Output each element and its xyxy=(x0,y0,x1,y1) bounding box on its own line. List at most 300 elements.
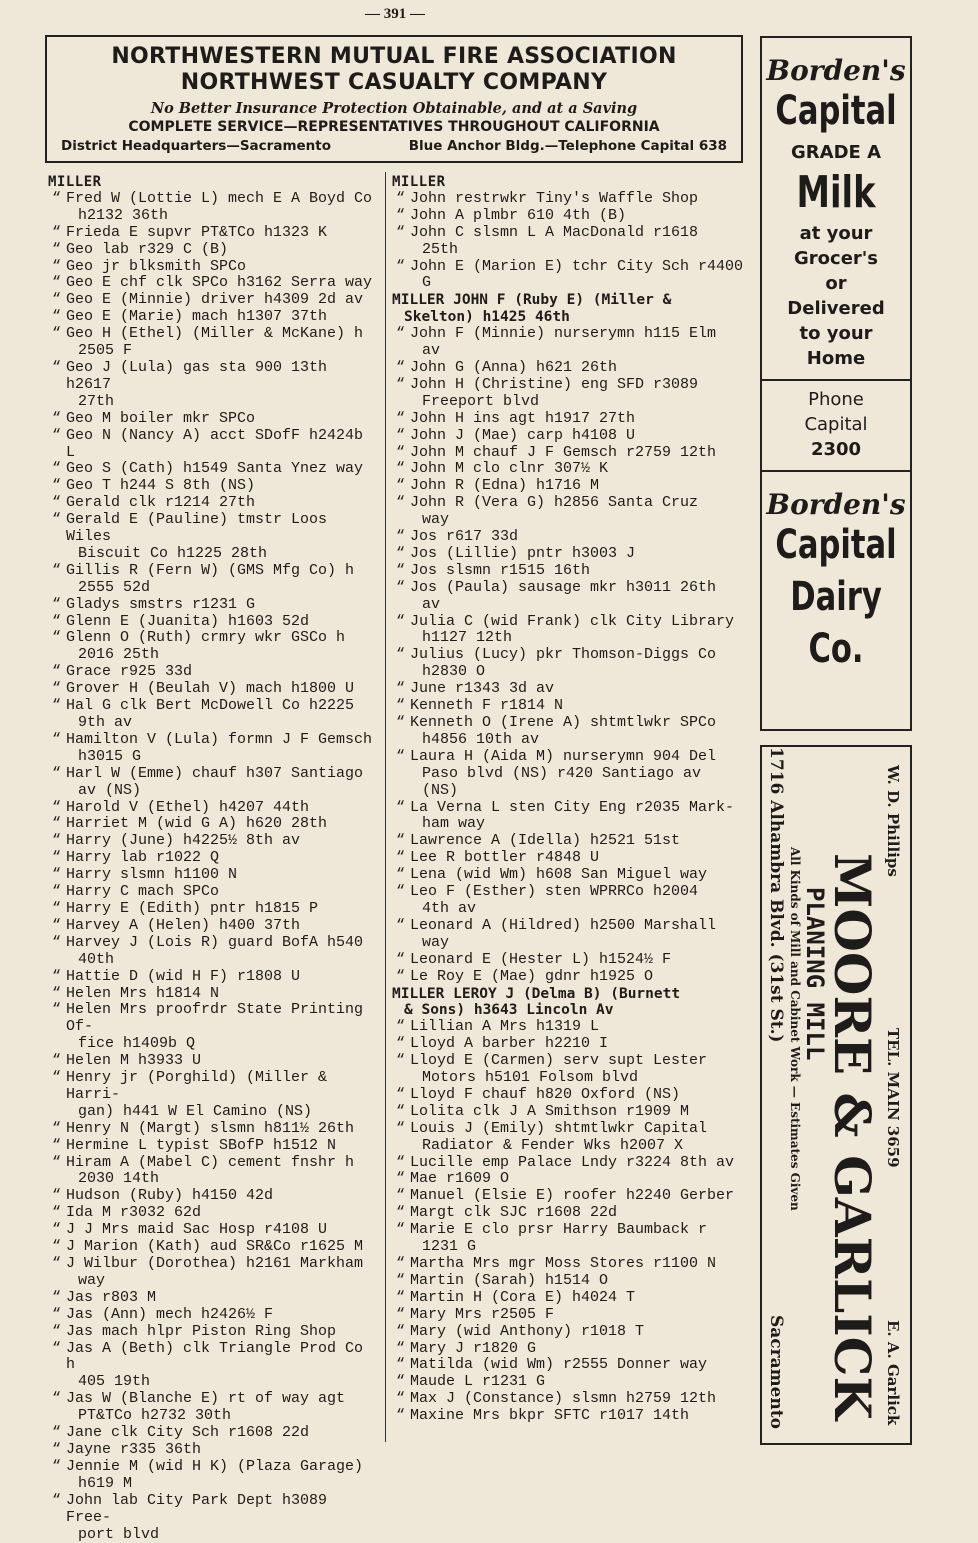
entry-continuation: way xyxy=(410,935,748,952)
ditto-mark: “ xyxy=(52,698,61,715)
ditto-mark: “ xyxy=(52,630,61,647)
directory-entry xyxy=(48,901,380,918)
ad-slogan: No Better Insurance Protection Obtainable, and at a Saving xyxy=(47,100,741,117)
entry-text: Helen Mrs h1814 N xyxy=(66,985,219,1002)
entry-text: Geo T h244 S 8th (NS) xyxy=(66,477,255,494)
ditto-mark: “ xyxy=(52,360,61,377)
ditto-mark: “ xyxy=(52,1425,61,1442)
ditto-mark: “ xyxy=(396,1087,405,1104)
entry-continuation: 4th av xyxy=(410,901,748,918)
entry-text: Harl W (Emme) chauf h307 Santiago xyxy=(66,765,363,782)
ditto-mark: “ xyxy=(52,411,61,428)
ditto-mark: “ xyxy=(396,681,405,698)
entry-text: Geo jr blksmith SPCo xyxy=(66,258,246,275)
directory-entry xyxy=(48,597,380,614)
ditto-mark: “ xyxy=(396,326,405,343)
directory-entry xyxy=(48,630,380,664)
directory-entry xyxy=(392,1104,748,1121)
ditto-mark: “ xyxy=(396,1273,405,1290)
entry-text: J Wilbur (Dorothea) h2161 Markham xyxy=(66,1255,363,1272)
directory-entry xyxy=(392,1036,748,1053)
entry-continuation: h2132 36th xyxy=(66,208,380,225)
entry-continuation: Skelton) h1425 46th xyxy=(392,309,748,326)
entry-text: La Verna L sten City Eng r2035 Mark- xyxy=(410,799,734,816)
ad-divider xyxy=(762,470,910,472)
ditto-mark: “ xyxy=(396,1222,405,1239)
entry-text: Lloyd F chauf h820 Oxford (NS) xyxy=(410,1086,680,1103)
ad-owner-right: E. A. Garlick xyxy=(878,1320,902,1425)
ditto-mark: “ xyxy=(396,1357,405,1374)
directory-entry xyxy=(392,1171,748,1188)
directory-entry xyxy=(48,292,380,309)
entry-text: Hiram A (Mabel C) cement fnshr h xyxy=(66,1154,354,1171)
directory-entry xyxy=(392,1391,748,1408)
ditto-mark: “ xyxy=(396,1121,405,1138)
entry-text: Geo E (Minnie) driver h4309 2d av xyxy=(66,291,363,308)
directory-entry xyxy=(392,1155,748,1172)
ad-co: Co. xyxy=(773,626,899,672)
entry-text: Fred W (Lottie L) mech E A Boyd Co xyxy=(66,190,372,207)
entry-text: June r1343 3d av xyxy=(410,680,554,697)
directory-entry xyxy=(48,1053,380,1070)
column-heading: MILLER xyxy=(48,174,380,191)
directory-entry xyxy=(392,411,748,428)
ditto-mark: “ xyxy=(396,1188,405,1205)
entry-text: Helen Mrs proofrdr State Printing Of- xyxy=(66,1001,363,1035)
directory-entry xyxy=(392,614,748,648)
entry-continuation: 1231 G xyxy=(410,1239,748,1256)
entry-text: Henry N (Margt) slsmn h811½ 26th xyxy=(66,1120,354,1137)
ditto-mark: “ xyxy=(52,292,61,309)
ditto-mark: “ xyxy=(52,309,61,326)
directory-entry xyxy=(48,766,380,800)
ad-milk: Milk xyxy=(773,165,899,221)
entry-text: John E (Marion E) tchr City Sch r4400 xyxy=(410,258,743,275)
ditto-mark: “ xyxy=(52,732,61,749)
directory-entry xyxy=(392,1053,748,1087)
ditto-mark: “ xyxy=(52,969,61,986)
entry-text: Lolita clk J A Smithson r1909 M xyxy=(410,1103,689,1120)
ditto-mark: “ xyxy=(396,1307,405,1324)
entry-text: Gerald clk r1214 27th xyxy=(66,494,255,511)
directory-entry xyxy=(48,495,380,512)
ad-contact xyxy=(47,138,741,154)
entry-continuation: Motors h5101 Folsom blvd xyxy=(410,1070,748,1087)
ditto-mark: “ xyxy=(52,191,61,208)
directory-entry xyxy=(392,1256,748,1273)
ditto-mark: “ xyxy=(52,512,61,529)
directory-entry xyxy=(392,580,748,614)
ditto-mark: “ xyxy=(52,935,61,952)
entry-text: Harvey A (Helen) h400 37th xyxy=(66,917,300,934)
entry-text: Lloyd E (Carmen) serv supt Lester xyxy=(410,1052,707,1069)
ditto-mark: “ xyxy=(396,1256,405,1273)
ditto-mark: “ xyxy=(52,225,61,242)
ad-telephone: Blue Anchor Bldg.—Telephone Capital 638 xyxy=(409,138,727,154)
ditto-mark: “ xyxy=(52,563,61,580)
directory-entry xyxy=(392,1408,748,1425)
ditto-mark: “ xyxy=(396,952,405,969)
ditto-mark: “ xyxy=(52,664,61,681)
directory-entry xyxy=(392,1205,748,1222)
entry-continuation: 2030 14th xyxy=(66,1171,380,1188)
directory-entry xyxy=(392,445,748,462)
directory-entry xyxy=(392,478,748,495)
ad-line: to your xyxy=(762,321,910,346)
entry-text: Julia C (wid Frank) clk City Library xyxy=(410,613,734,630)
directory-entry xyxy=(392,495,748,529)
ditto-mark: “ xyxy=(396,1104,405,1121)
entry-continuation: h619 M xyxy=(66,1476,380,1493)
directory-entry xyxy=(48,1002,380,1053)
ditto-mark: “ xyxy=(52,1155,61,1172)
ditto-mark: “ xyxy=(52,884,61,901)
ditto-mark: “ xyxy=(396,1019,405,1036)
entry-text: Jane clk City Sch r1608 22d xyxy=(66,1424,309,1441)
entry-continuation: av (NS) xyxy=(66,783,380,800)
directory-entry xyxy=(48,1493,380,1543)
entry-text: John G (Anna) h621 26th xyxy=(410,359,617,376)
directory-entry xyxy=(392,1307,748,1324)
entry-text: Mae r1609 O xyxy=(410,1170,509,1187)
directory-entry xyxy=(392,969,748,986)
entry-text: Mary (wid Anthony) r1018 T xyxy=(410,1323,644,1340)
entry-text: Jas r803 M xyxy=(66,1289,156,1306)
ditto-mark: “ xyxy=(396,495,405,512)
entry-text: Harvey J (Lois R) guard BofA h540 xyxy=(66,934,363,951)
directory-entry xyxy=(392,1341,748,1358)
directory-entry xyxy=(392,850,748,867)
directory-entry xyxy=(48,275,380,292)
ditto-mark: “ xyxy=(396,225,405,242)
ad-headquarters: District Headquarters—Sacramento xyxy=(61,138,331,154)
ditto-mark: “ xyxy=(52,918,61,935)
ditto-mark: “ xyxy=(52,1442,61,1459)
ditto-mark: “ xyxy=(52,461,61,478)
ditto-mark: “ xyxy=(396,1374,405,1391)
entry-text: Kenneth F r1814 N xyxy=(410,697,563,714)
directory-entry xyxy=(392,800,748,834)
entry-text: Geo M boiler mkr SPCo xyxy=(66,410,255,427)
ditto-mark: “ xyxy=(396,833,405,850)
ditto-mark: “ xyxy=(396,800,405,817)
entry-text: Martha Mrs mgr Moss Stores r1100 N xyxy=(410,1255,716,1272)
ditto-mark: “ xyxy=(52,800,61,817)
directory-entry xyxy=(392,698,748,715)
entry-continuation: av xyxy=(410,597,748,614)
directory-entry xyxy=(48,1442,380,1459)
entry-text: Harry (June) h4225½ 8th av xyxy=(66,832,300,849)
entry-text: John A plmbr 610 4th (B) xyxy=(410,207,626,224)
ad-line: Grocer's xyxy=(762,246,910,271)
entry-text: Matilda (wid Wm) r2555 Donner way xyxy=(410,1356,707,1373)
entry-text: Gillis R (Fern W) (GMS Mfg Co) h xyxy=(66,562,354,579)
entry-text: Laura H (Aida M) nurserymn 904 Del xyxy=(410,748,716,765)
entry-text: John J (Mae) carp h4108 U xyxy=(410,427,635,444)
entry-text: Geo J (Lula) gas sta 900 13th h2617 xyxy=(66,359,327,393)
entry-text: Glenn E (Juanita) h1603 52d xyxy=(66,613,309,630)
ditto-mark: “ xyxy=(396,1341,405,1358)
entry-text: Henry jr (Porghild) (Miller & Harri- xyxy=(66,1069,327,1103)
ditto-mark: “ xyxy=(52,1239,61,1256)
ditto-mark: “ xyxy=(396,867,405,884)
directory-entry xyxy=(392,1290,748,1307)
entry-continuation: Radiator & Fender Wks h2007 X xyxy=(410,1138,748,1155)
directory-entry xyxy=(392,1121,748,1155)
ditto-mark: “ xyxy=(396,563,405,580)
entry-text: Lawrence A (Idella) h2521 51st xyxy=(410,832,680,849)
entry-text: Jos slsmn r1515 16th xyxy=(410,562,590,579)
directory-entry xyxy=(48,986,380,1003)
entry-continuation: h4856 10th av xyxy=(410,732,748,749)
directory-entry xyxy=(392,952,748,969)
ditto-mark: “ xyxy=(396,614,405,631)
ad-telephone: TEL. MAIN 3659 xyxy=(878,1028,902,1168)
directory-entry xyxy=(48,259,380,276)
bordens-logo: Borden's xyxy=(762,54,910,88)
ditto-mark: “ xyxy=(52,901,61,918)
ditto-mark: “ xyxy=(52,259,61,276)
directory-entry xyxy=(48,1290,380,1307)
entry-text: Hudson (Ruby) h4150 42d xyxy=(66,1187,273,1204)
directory-entry xyxy=(48,1425,380,1442)
entry-continuation: 9th av xyxy=(66,715,380,732)
directory-entry xyxy=(48,614,380,631)
entry-text: John M clo clnr 307½ K xyxy=(410,460,608,477)
entry-text: Jos r617 33d xyxy=(410,528,518,545)
directory-entry xyxy=(392,529,748,546)
directory-entry xyxy=(48,1138,380,1155)
entry-text: Maxine Mrs bkpr SFTC r1017 14th xyxy=(410,1407,689,1424)
directory-entry xyxy=(48,1205,380,1222)
entry-continuation: Biscuit Co h1225 28th xyxy=(66,546,380,563)
ditto-mark: “ xyxy=(52,1222,61,1239)
entry-text: Jas A (Beth) clk Triangle Prod Co h xyxy=(66,1340,363,1374)
entry-continuation: G xyxy=(410,275,748,292)
directory-entry xyxy=(48,1459,380,1493)
ditto-mark: “ xyxy=(52,1459,61,1476)
ditto-mark: “ xyxy=(52,275,61,292)
directory-entry xyxy=(392,1273,748,1290)
ditto-mark: “ xyxy=(52,1188,61,1205)
entry-text: Lucille emp Palace Lndy r3224 8th av xyxy=(410,1154,734,1171)
ad-line: at your xyxy=(762,221,910,246)
directory-entry xyxy=(392,749,748,800)
entry-text: John lab City Park Dept h3089 Free- xyxy=(66,1492,327,1526)
entry-text: Hattie D (wid H F) r1808 U xyxy=(66,968,300,985)
entry-text: John restrwkr Tiny's Waffle Shop xyxy=(410,190,698,207)
entry-continuation: Freeport blvd xyxy=(410,394,748,411)
directory-entry xyxy=(392,1019,748,1036)
entry-text: Leo F (Esther) sten WPRRCo h2004 xyxy=(410,883,698,900)
ad-address: 1716 Alhambra Blvd. (31st St.) xyxy=(762,747,786,1043)
entry-text: Jos (Lillie) pntr h3003 J xyxy=(410,545,635,562)
directory-entry xyxy=(48,1391,380,1425)
directory-entry xyxy=(392,715,748,749)
entry-text: Martin H (Cora E) h4024 T xyxy=(410,1289,635,1306)
entry-text: John C slsmn L A MacDonald r1618 xyxy=(410,224,698,241)
directory-entry xyxy=(48,428,380,462)
ad-grade: GRADE A xyxy=(762,140,910,165)
ditto-mark: “ xyxy=(52,1256,61,1273)
directory-entry xyxy=(48,698,380,732)
directory-entry xyxy=(392,326,748,360)
ad-capital: Capital xyxy=(773,88,899,134)
entry-continuation: gan) h441 W El Camino (NS) xyxy=(66,1104,380,1121)
directory-entry xyxy=(48,242,380,259)
ditto-mark: “ xyxy=(396,411,405,428)
directory-entry xyxy=(48,867,380,884)
directory-entry xyxy=(48,833,380,850)
entry-text: Harry lab r1022 Q xyxy=(66,849,219,866)
directory-entry xyxy=(48,969,380,986)
directory-column-left xyxy=(48,174,380,1543)
entry-continuation: way xyxy=(66,1273,380,1290)
directory-entry xyxy=(48,191,380,225)
bordens-logo: Borden's xyxy=(762,488,910,522)
entry-continuation: fice h1409b Q xyxy=(66,1036,380,1053)
directory-entry xyxy=(392,259,748,293)
entry-continuation: h1127 12th xyxy=(410,630,748,647)
entry-text: Harriet M (wid G A) h620 28th xyxy=(66,815,327,832)
entry-continuation: ham way xyxy=(410,816,748,833)
ditto-mark: “ xyxy=(396,1205,405,1222)
ditto-mark: “ xyxy=(396,1324,405,1341)
directory-entry xyxy=(48,816,380,833)
entry-continuation: & Sons) h3643 Lincoln Av xyxy=(392,1002,748,1019)
directory-entry xyxy=(48,1222,380,1239)
directory-entry xyxy=(48,225,380,242)
directory-entry xyxy=(48,1239,380,1256)
directory-entry xyxy=(392,360,748,377)
directory-entry-bold xyxy=(392,986,748,1020)
ad-line: Delivered xyxy=(762,296,910,321)
entry-text: Ida M r3032 62d xyxy=(66,1204,201,1221)
ditto-mark: “ xyxy=(396,749,405,766)
ditto-mark: “ xyxy=(396,1155,405,1172)
directory-entry xyxy=(48,512,380,563)
ditto-mark: “ xyxy=(52,1121,61,1138)
directory-entry xyxy=(48,850,380,867)
ditto-mark: “ xyxy=(396,1290,405,1307)
directory-entry xyxy=(48,681,380,698)
directory-entry xyxy=(48,1155,380,1189)
directory-entry xyxy=(392,428,748,445)
ditto-mark: “ xyxy=(396,461,405,478)
ditto-mark: “ xyxy=(396,647,405,664)
ad-line: or xyxy=(762,271,910,296)
entry-text: Harry slsmn h1100 N xyxy=(66,866,237,883)
ditto-mark: “ xyxy=(396,1408,405,1425)
entry-text: Hal G clk Bert McDowell Co h2225 xyxy=(66,697,354,714)
entry-continuation: h2830 O xyxy=(410,664,748,681)
entry-continuation: Paso blvd (NS) r420 Santiago av xyxy=(410,766,748,783)
ditto-mark: “ xyxy=(52,428,61,445)
moore-garlick-advertisement xyxy=(760,745,912,1445)
entry-text: Maude L r1231 G xyxy=(410,1373,545,1390)
entry-text: Jennie M (wid H K) (Plaza Garage) xyxy=(66,1458,363,1475)
directory-entry xyxy=(392,1222,748,1256)
ditto-mark: “ xyxy=(52,1324,61,1341)
directory-entry xyxy=(392,563,748,580)
directory-entry xyxy=(392,1374,748,1391)
ad-headline: NORTHWESTERN MUTUAL FIRE ASSOCIATION xyxy=(47,44,741,70)
entry-text: Hermine L typist SBofP h1512 N xyxy=(66,1137,336,1154)
directory-entry xyxy=(392,208,748,225)
entry-text: Jayne r335 36th xyxy=(66,1441,201,1458)
ditto-mark: “ xyxy=(52,1391,61,1408)
directory-entry xyxy=(48,918,380,935)
directory-entry xyxy=(392,225,748,259)
entry-text: Lena (wid Wm) h608 San Miguel way xyxy=(410,866,707,883)
ditto-mark: “ xyxy=(396,698,405,715)
ad-phone-label: Phone xyxy=(762,387,910,412)
ditto-mark: “ xyxy=(52,478,61,495)
entry-text: Geo lab r329 C (B) xyxy=(66,241,228,258)
entry-text: John R (Edna) h1716 M xyxy=(410,477,599,494)
entry-text: Leonard A (Hildred) h2500 Marshall xyxy=(410,917,716,934)
entry-continuation: 25th xyxy=(410,242,748,259)
entry-text: Harry C mach SPCo xyxy=(66,883,219,900)
entry-text: Geo H (Ethel) (Miller & McKane) h xyxy=(66,325,363,342)
ad-phone-number: 2300 xyxy=(762,437,910,462)
entry-text: MILLER JOHN F (Ruby E) (Miller & xyxy=(392,292,671,308)
entry-text: Mary J r1820 G xyxy=(410,1340,536,1357)
directory-entry xyxy=(48,884,380,901)
ditto-mark: “ xyxy=(396,529,405,546)
directory-entry xyxy=(48,1341,380,1392)
entry-text: Harry E (Edith) pntr h1815 P xyxy=(66,900,318,917)
entry-text: John R (Vera G) h2856 Santa Cruz xyxy=(410,494,698,511)
entry-text: Jas (Ann) mech h2426½ F xyxy=(66,1306,273,1323)
ditto-mark: “ xyxy=(52,1002,61,1019)
entry-text: Louis J (Emily) shtmtlwkr Capital xyxy=(410,1120,707,1137)
entry-continuation: 2016 25th xyxy=(66,647,380,664)
directory-entry xyxy=(392,461,748,478)
entry-continuation: (NS) xyxy=(410,783,748,800)
directory-column-right xyxy=(392,174,748,1425)
page-number: — 391 — xyxy=(0,6,790,23)
entry-text: Marie E clo prsr Harry Baumback r xyxy=(410,1221,707,1238)
entry-text: MILLER LEROY J (Delma B) (Burnett xyxy=(392,986,680,1002)
ditto-mark: “ xyxy=(396,1053,405,1070)
ditto-mark: “ xyxy=(52,816,61,833)
ad-city: Sacramento xyxy=(762,1315,786,1429)
entry-text: John H ins agt h1917 27th xyxy=(410,410,635,427)
directory-entry xyxy=(392,833,748,850)
insurance-advertisement xyxy=(45,35,743,163)
ditto-mark: “ xyxy=(52,1290,61,1307)
directory-entry xyxy=(48,309,380,326)
directory-entry xyxy=(392,918,748,952)
ditto-mark: “ xyxy=(52,495,61,512)
entry-text: Lloyd A barber h2210 I xyxy=(410,1035,608,1052)
entry-continuation: PT&TCo h2732 30th xyxy=(66,1408,380,1425)
entry-text: Margt clk SJC r1608 22d xyxy=(410,1204,617,1221)
entry-text: Grace r925 33d xyxy=(66,663,192,680)
directory-entry xyxy=(48,360,380,411)
directory-entry xyxy=(392,681,748,698)
entry-text: Frieda E supvr PT&TCo h1323 K xyxy=(66,224,327,241)
ditto-mark: “ xyxy=(52,766,61,783)
directory-entry xyxy=(48,1307,380,1324)
directory-entry xyxy=(48,664,380,681)
directory-entry xyxy=(392,1087,748,1104)
entry-text: Martin (Sarah) h1514 O xyxy=(410,1272,608,1289)
entry-text: Julius (Lucy) pkr Thomson-Diggs Co xyxy=(410,646,716,663)
entry-text: J Marion (Kath) aud SR&Co r1625 M xyxy=(66,1238,363,1255)
entry-continuation: way xyxy=(410,512,748,529)
